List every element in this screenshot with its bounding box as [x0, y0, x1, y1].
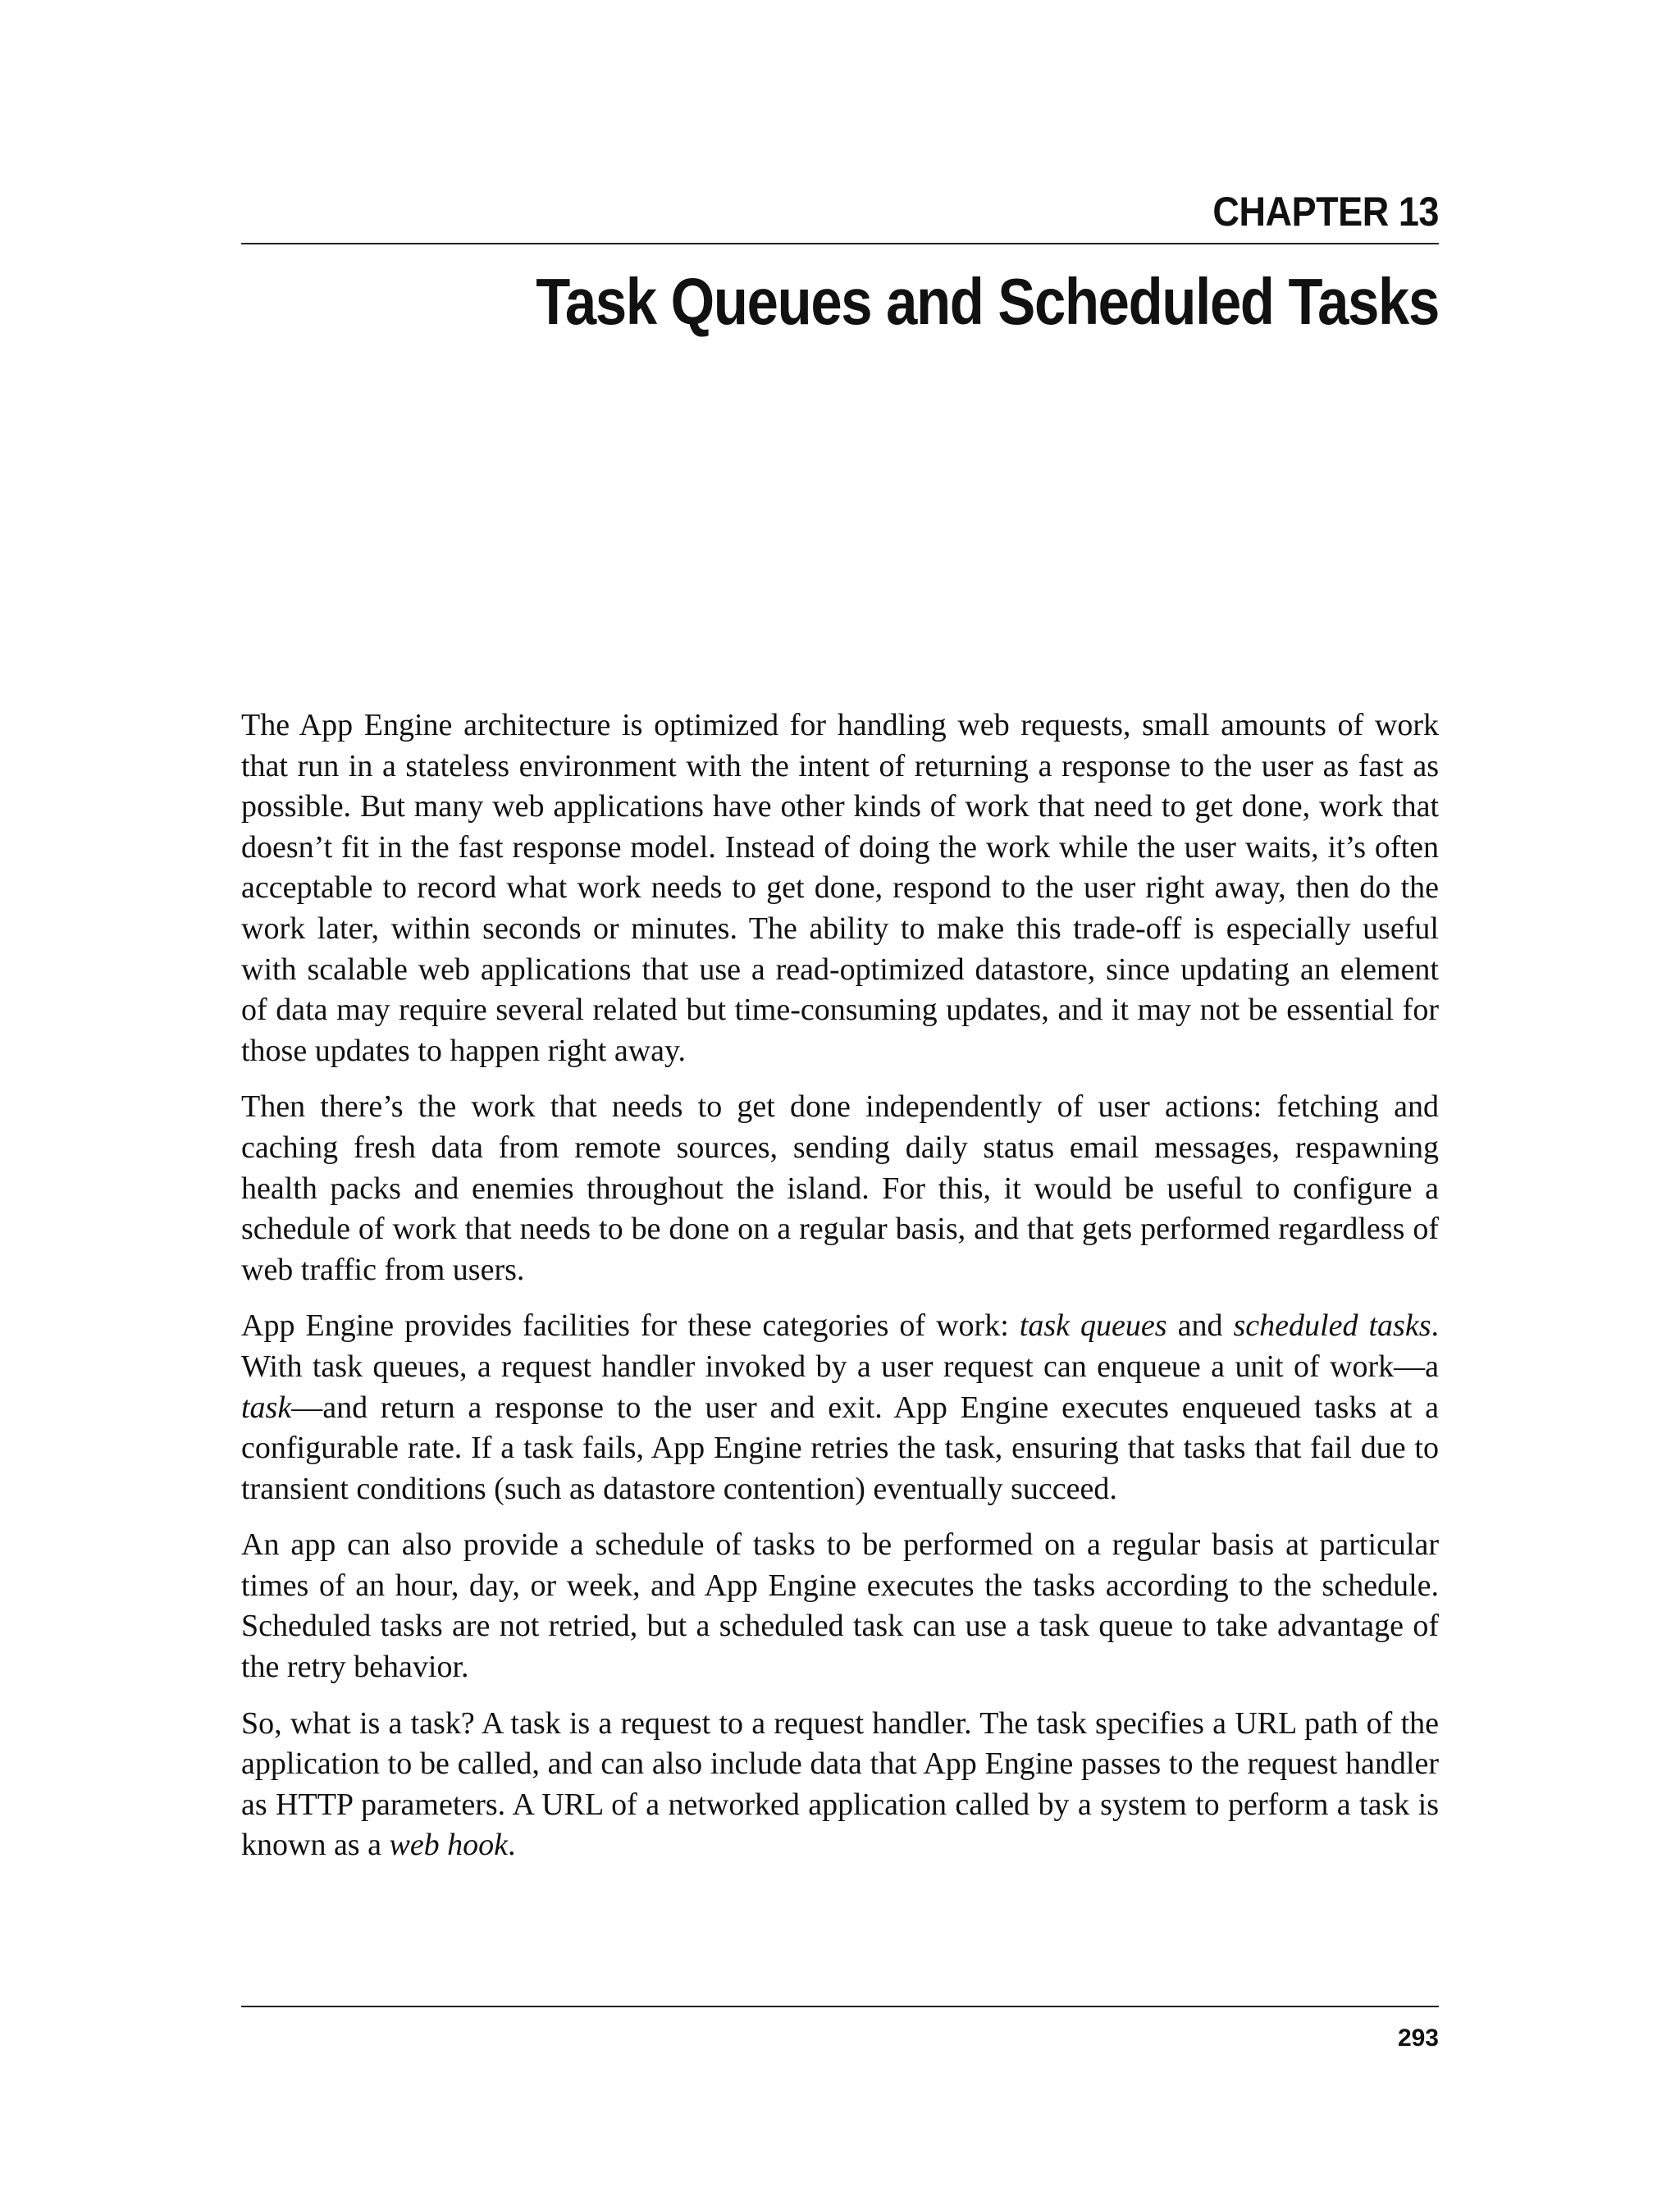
- term-task-queues: task queues: [1019, 1308, 1167, 1344]
- chapter-title: Task Queues and Scheduled Tasks: [536, 265, 1439, 338]
- chapter-divider: [241, 243, 1439, 244]
- paragraph-3: [241, 1306, 1439, 1509]
- paragraph-3-text: —and return a response to the user and exit. App Engine executes enqueued tasks at a configurable rate. If a task fails, App Engine retries the task, ensuring that tasks that fail due to transient conditions (such as datastore contention) eventually succeed.: [241, 1390, 1439, 1506]
- paragraph-5: [241, 1704, 1439, 1866]
- paragraph-3-text: . With task queues, a request handler invoked by a user request can enqueue a unit of work—a: [241, 1308, 1439, 1384]
- paragraph-3-text: App Engine provides facilities for these categories of work:: [241, 1308, 1020, 1344]
- footer-divider: [241, 2006, 1439, 2007]
- paragraph-3-text: and: [1166, 1308, 1234, 1344]
- term-task: task: [241, 1390, 292, 1425]
- paragraph-4: An app can also provide a schedule of tasks to be performed on a regular basis at particular times of an hour, day, or week, and App Engine executes the tasks according to the schedule. Scheduled tasks are not retried, but a scheduled task can use a task queue to take advantage of the retry behavior.: [241, 1527, 1439, 1685]
- term-scheduled-tasks: scheduled tasks: [1233, 1308, 1431, 1344]
- paragraph-1: The App Engine architecture is optimized for handling web requests, small amounts of work that run in a stateless environment with the intent of returning a response to the user as fast as possible. But many web applications have other kinds of work that need to get done, work that doesn’t fit in the fast response model. Instead of doing the work while the user waits, it’s often acceptable to record what work needs to get done, respond to the user right away, then do the work later, within seconds or minutes. The ability to make this trade-off is especially useful with scalable web applications that use a read-optimized datastore, since updating an element of data may require several related but time-consuming updates, and it may not be essential for those updates to happen right away.: [241, 708, 1439, 1068]
- chapter-header: [241, 187, 1439, 341]
- page-number: 293: [1397, 2025, 1439, 2052]
- term-web-hook: web hook: [389, 1828, 509, 1863]
- paragraph-5-text: So, what is a task? A task is a request to a request handler. The task specifies a URL path of the application to be called, and can also include data that App Engine passes to the request handler as HTTP parameters. A URL of a networked application called by a system to perform a task is known as a: [241, 1705, 1439, 1863]
- paragraph-2: Then there’s the work that needs to get done independently of user actions: fetching and caching fresh data from remote sources, sending daily status email messages, respawning health packs and enemies throughout the island. For this, it would be useful to configure a schedule of work that needs to be done on a regular basis, and that gets performed regardless of web traffic from users.: [241, 1089, 1439, 1287]
- chapter-body: [241, 705, 1439, 1882]
- chapter-label: CHAPTER 13: [1212, 189, 1439, 235]
- paragraph-5-text: .: [508, 1828, 516, 1863]
